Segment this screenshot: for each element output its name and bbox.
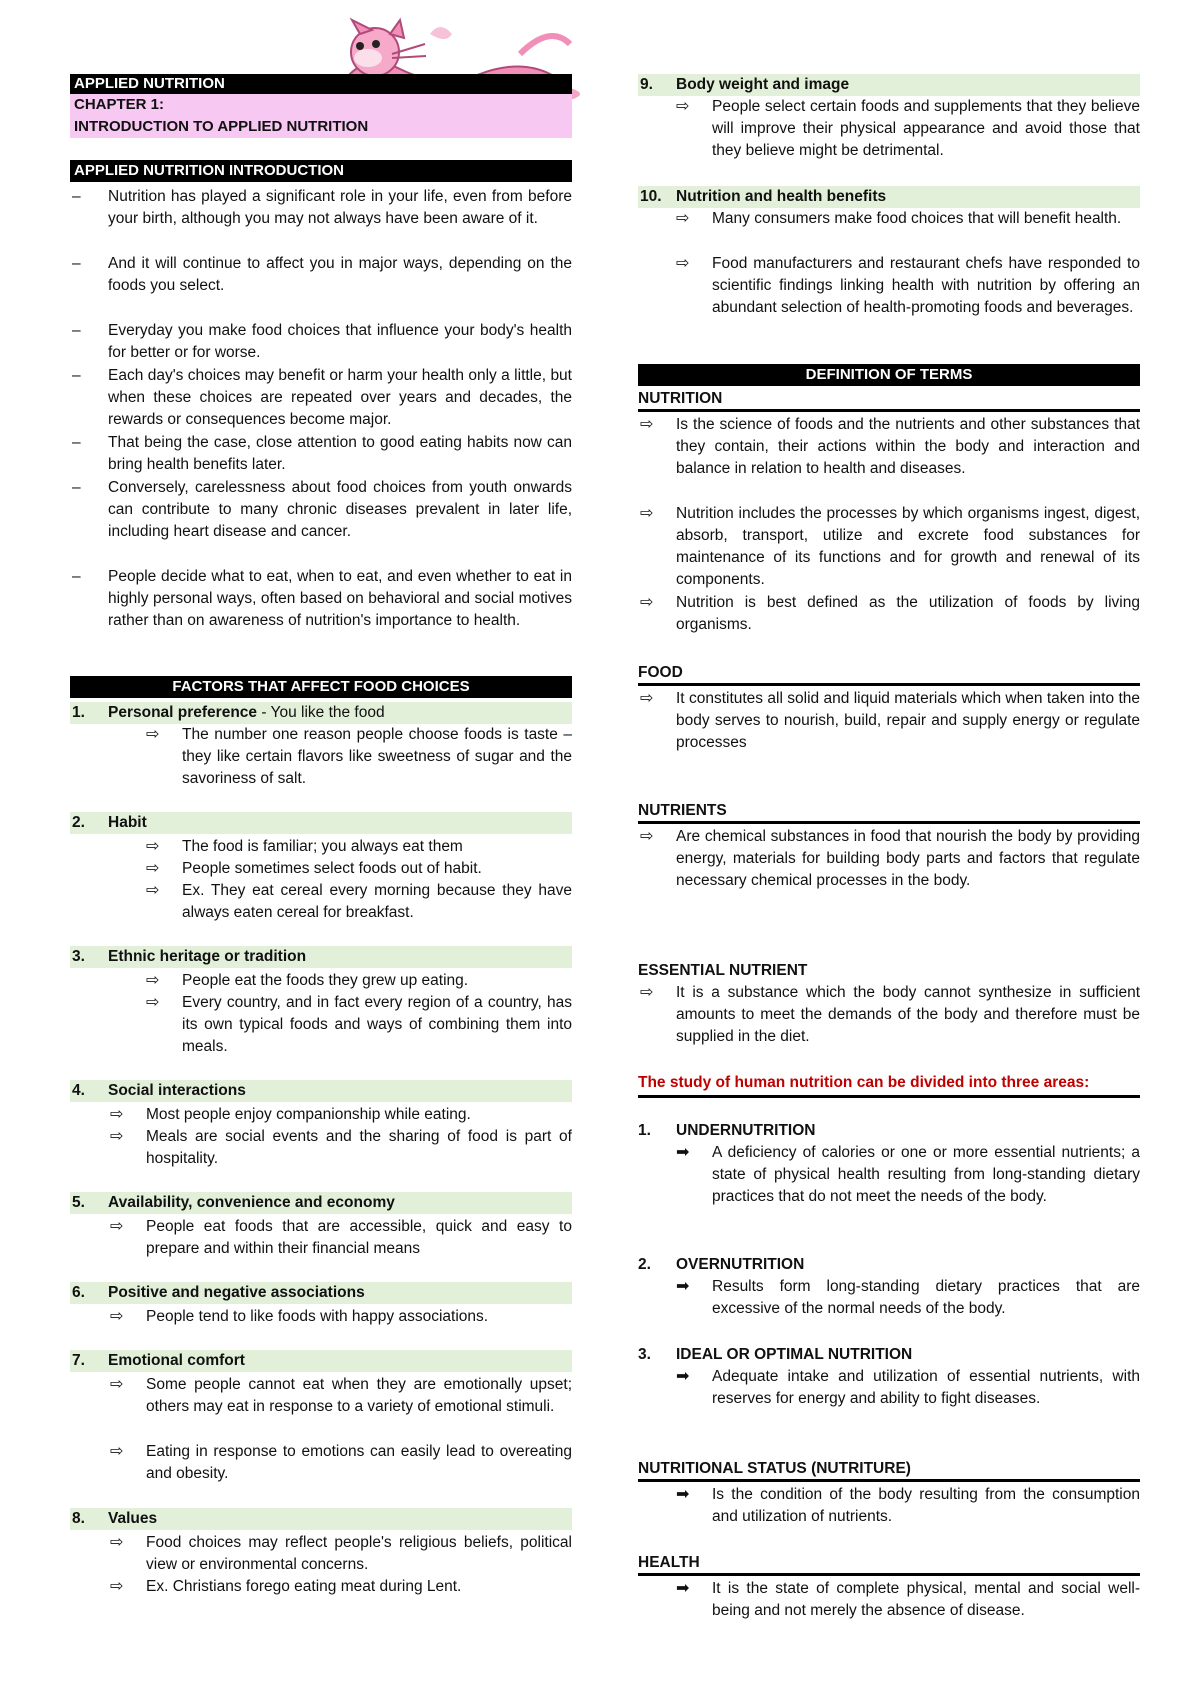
list-item: ⇨ Is the science of foods and the nutrients and other substances that they contain, their actions within the body and interaction and balance in relation to health and diseases.: [640, 416, 1140, 477]
term-nutrients: NUTRIENTS: [638, 800, 1140, 824]
list-item: ⇨ Most people enjoy companionship while eating.: [110, 1106, 471, 1123]
area-heading: 3. IDEAL OR OPTIMAL NUTRITION: [638, 1346, 913, 1363]
intro-heading: APPLIED NUTRITION INTRODUCTION: [70, 160, 572, 182]
list-item: ⇨ The number one reason people choose foods is taste – they like certain flavors like sweetness of sugar and the savoriness of salt.: [146, 726, 572, 787]
list-item: ⇨ Some people cannot eat when they are emotionally upset; others may eat in response to a variety of emotional stimuli.: [110, 1376, 572, 1415]
area-heading: 2. OVERNUTRITION: [638, 1256, 805, 1273]
list-item: – People decide what to eat, when to eat, and even whether to eat in highly personal ways, often based on behavioral and social motives rather than on awareness of nutrition's importance to health.: [72, 568, 572, 629]
factor-heading: 5. Availability, convenience and economy: [70, 1192, 572, 1214]
factor-heading: 9. Body weight and image: [638, 74, 1140, 96]
list-item: ⇨ People tend to like foods with happy associations.: [110, 1308, 489, 1325]
chapter-label: CHAPTER 1:: [74, 96, 165, 113]
list-item: ⇨ Every country, and in fact every region of a country, has its own typical foods and ways of combining them into meals.: [146, 994, 572, 1055]
list-item: – Everyday you make food choices that influence your body's health for better or for worse.: [72, 322, 572, 361]
list-item: ➡ A deficiency of calories or one or more essential nutrients; a state of physical health resulting from long-standing dietary practices that do not meet the needs of the body.: [676, 1144, 1140, 1205]
term-nutritional-status: NUTRITIONAL STATUS (NUTRITURE): [638, 1458, 1140, 1482]
area-heading: 1. UNDERNUTRITION: [638, 1122, 816, 1139]
list-item: – Conversely, carelessness about food choices from youth onwards can contribute to many chronic diseases prevalent in later life, including heart disease and cancer.: [72, 479, 572, 540]
factor-heading: 2. Habit: [70, 812, 572, 834]
list-item: ⇨ People eat foods that are accessible, quick and easy to prepare and within their financial means: [110, 1218, 572, 1257]
list-item: – Nutrition has played a significant role in your life, even from before your birth, although you may not always have been aware of it.: [72, 188, 572, 227]
list-item: ⇨ People eat the foods they grew up eating.: [146, 972, 469, 989]
factor-heading: 1. Personal preference - You like the food: [70, 702, 572, 724]
list-item: ⇨ Many consumers make food choices that will benefit health.: [676, 210, 1122, 227]
list-item: ⇨ Meals are social events and the sharing of food is part of hospitality.: [110, 1128, 572, 1167]
factor-heading: 3. Ethnic heritage or tradition: [70, 946, 572, 968]
list-item: ➡ It is the state of complete physical, mental and social well-being and not merely the absence of disease.: [676, 1580, 1140, 1619]
term-nutrition: NUTRITION: [638, 388, 1140, 412]
document-title: APPLIED NUTRITION: [70, 74, 572, 94]
list-item: ➡ Adequate intake and utilization of essential nutrients, with reserves for energy and ability to fight diseases.: [676, 1368, 1140, 1407]
list-item: ➡ Results form long-standing dietary practices that are excessive of the normal needs of the body.: [676, 1278, 1140, 1317]
list-item: – That being the case, close attention to good eating habits now can bring health benefits later.: [72, 434, 572, 473]
factors-heading: FACTORS THAT AFFECT FOOD CHOICES: [70, 676, 572, 698]
chapter-block: [70, 94, 572, 138]
list-item: ⇨ People sometimes select foods out of habit.: [146, 860, 482, 877]
areas-heading: The study of human nutrition can be divided into three areas:: [638, 1072, 1140, 1098]
list-item: ⇨ Ex. Christians forego eating meat during Lent.: [110, 1578, 462, 1595]
list-item: ⇨ It is a substance which the body cannot synthesize in sufficient amounts to meet the demands of the body and therefore must be supplied in the diet.: [640, 984, 1140, 1045]
factor-heading: 8. Values: [70, 1508, 572, 1530]
factor-heading: 10. Nutrition and health benefits: [638, 186, 1140, 208]
term-essential-nutrient: ESSENTIAL NUTRIENT: [638, 962, 808, 979]
list-item: ⇨ Eating in response to emotions can easily lead to overeating and obesity.: [110, 1443, 572, 1482]
list-item: ⇨ Ex. They eat cereal every morning because they have always eaten cereal for breakfast.: [146, 882, 572, 921]
list-item: ⇨ It constitutes all solid and liquid materials which when taken into the body serves to nourish, build, repair and supply energy or regulate processes: [640, 690, 1140, 751]
term-food: FOOD: [638, 662, 1140, 686]
term-health: HEALTH: [638, 1552, 1140, 1576]
list-item: ⇨ Nutrition is best defined as the utilization of foods by living organisms.: [640, 594, 1140, 633]
factor-heading: 6. Positive and negative associations: [70, 1282, 572, 1304]
list-item: ⇨ People select certain foods and supplements that they believe will improve their physical appearance and avoid those that they believe might be detrimental.: [676, 98, 1140, 159]
list-item: – Each day's choices may benefit or harm your health only a little, but when these choices are repeated over years and decades, the rewards or consequences become major.: [72, 367, 572, 428]
list-item: ⇨ Food manufacturers and restaurant chefs have responded to scientific findings linking health with nutrition by offering an abundant selection of health-promoting foods and beverages.: [676, 255, 1140, 316]
chapter-title: INTRODUCTION TO APPLIED NUTRITION: [74, 118, 369, 135]
factor-heading: 4. Social interactions: [70, 1080, 572, 1102]
definitions-heading: DEFINITION OF TERMS: [638, 364, 1140, 386]
list-item: ⇨ Are chemical substances in food that nourish the body by providing energy, materials for building body parts and factors that regulate necessary chemical processes in the body.: [640, 828, 1140, 889]
list-item: ⇨ The food is familiar; you always eat them: [146, 838, 463, 855]
factor-heading: 7. Emotional comfort: [70, 1350, 572, 1372]
list-item: ⇨ Nutrition includes the processes by which organisms ingest, digest, absorb, transport, utilize and excrete food substances for maintenance of its functions and for growth and renewal of its components.: [640, 505, 1140, 588]
list-item: ➡ Is the condition of the body resulting from the consumption and utilization of nutrients.: [676, 1486, 1140, 1525]
list-item: ⇨ Food choices may reflect people's religious beliefs, political view or environmental concerns.: [110, 1534, 572, 1573]
list-item: – And it will continue to affect you in major ways, depending on the foods you select.: [72, 255, 572, 294]
